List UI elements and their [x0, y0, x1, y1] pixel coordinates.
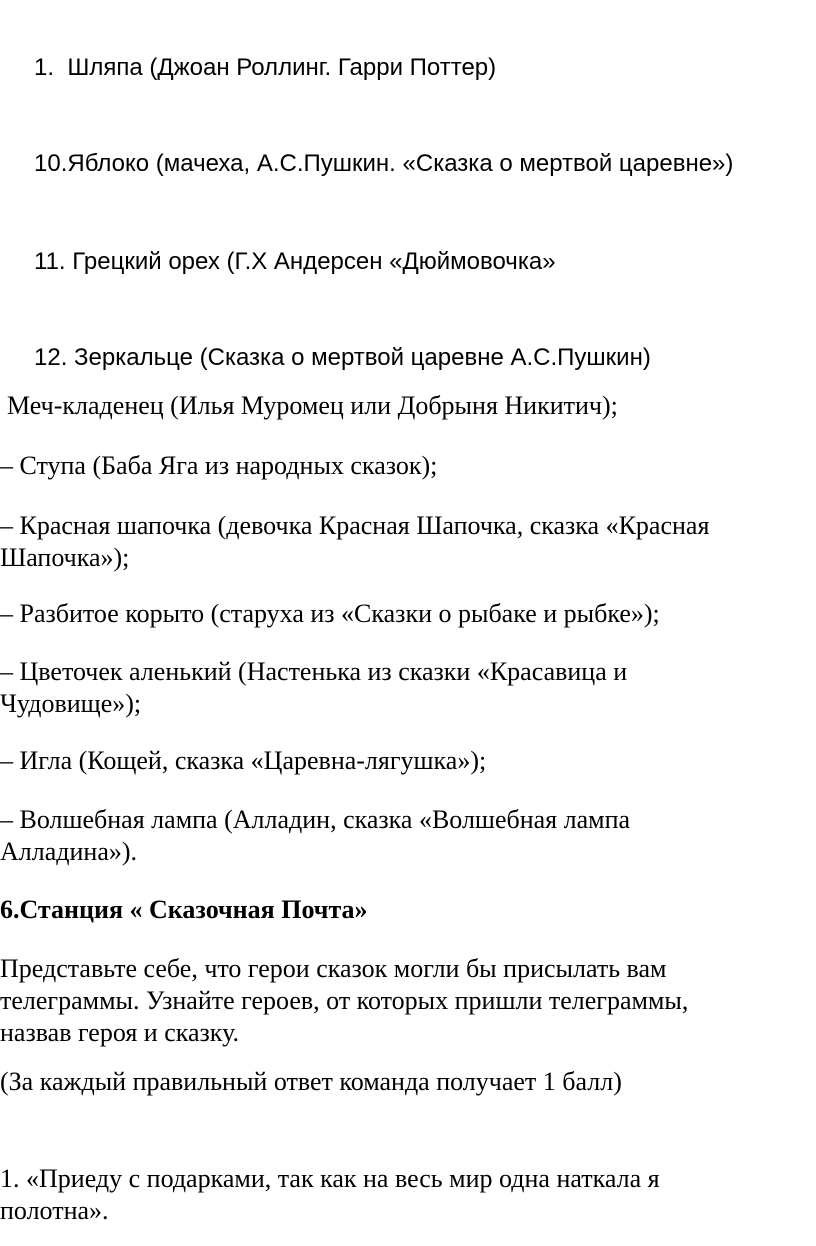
section-heading: 6.Станция « Сказочная Почта» [0, 895, 368, 924]
intro-line-2: телеграммы. Узнайте героев, от которых пришли телеграммы, [0, 986, 689, 1015]
item-stupa: – Ступа (Баба Яга из народных сказок); [0, 451, 438, 480]
numbered-item-10 [34, 148, 733, 180]
intro-line-1: Представьте себе, что герои сказок могли бы присылать вам [0, 954, 667, 983]
item-trough: – Разбитое корыто (старуха из «Сказки о рыбаке и рыбке»); [0, 599, 660, 628]
numbered-item-number: 12. [34, 344, 68, 371]
item-sword: Меч-кладенец (Илья Муромец или Добрыня Никитич); [7, 391, 618, 420]
question-1-line-2: полотна». [0, 1196, 109, 1225]
item-red-hood-line-2: Шапочка»); [0, 543, 130, 572]
numbered-item-text: Шляпа (Джоан Роллинг. Гарри Поттер) [67, 54, 497, 81]
intro-line-3: назвав героя и сказку. [0, 1018, 239, 1047]
item-lamp-line-2: Алладина»). [0, 837, 138, 866]
numbered-item-number: 10. [34, 150, 68, 177]
numbered-item-text: Грецкий орех (Г.Х Андерсен «Дюймовочка» [72, 248, 556, 275]
numbered-item-1 [34, 52, 496, 84]
numbered-item-text: Яблоко (мачеха, А.С.Пушкин. «Сказка о мертвой царевне») [67, 150, 734, 177]
item-needle: – Игла (Кощей, сказка «Царевна-лягушка»); [0, 746, 487, 775]
numbered-item-12 [34, 342, 651, 374]
scoring-note: (За каждый правильный ответ команда получает 1 балл) [0, 1067, 622, 1096]
numbered-item-text: Зеркальце (Сказка о мертвой царевне А.С.Пушкин) [74, 344, 651, 371]
numbered-item-number: 11. [34, 248, 66, 275]
numbered-item-11 [34, 246, 556, 278]
item-lamp-line-1: – Волшебная лампа (Алладин, сказка «Волшебная лампа [0, 805, 631, 834]
item-red-hood-line-1: – Красная шапочка (девочка Красная Шапочка, сказка «Красная [0, 511, 710, 540]
item-flower-line-1: – Цветочек аленький (Настенька из сказки «Красавица и [0, 657, 628, 686]
question-1-line-1: 1. «Приеду с подарками, так как на весь мир одна наткала я [0, 1164, 660, 1193]
item-flower-line-2: Чудовище»); [0, 689, 142, 718]
numbered-item-number: 1. [34, 54, 55, 81]
